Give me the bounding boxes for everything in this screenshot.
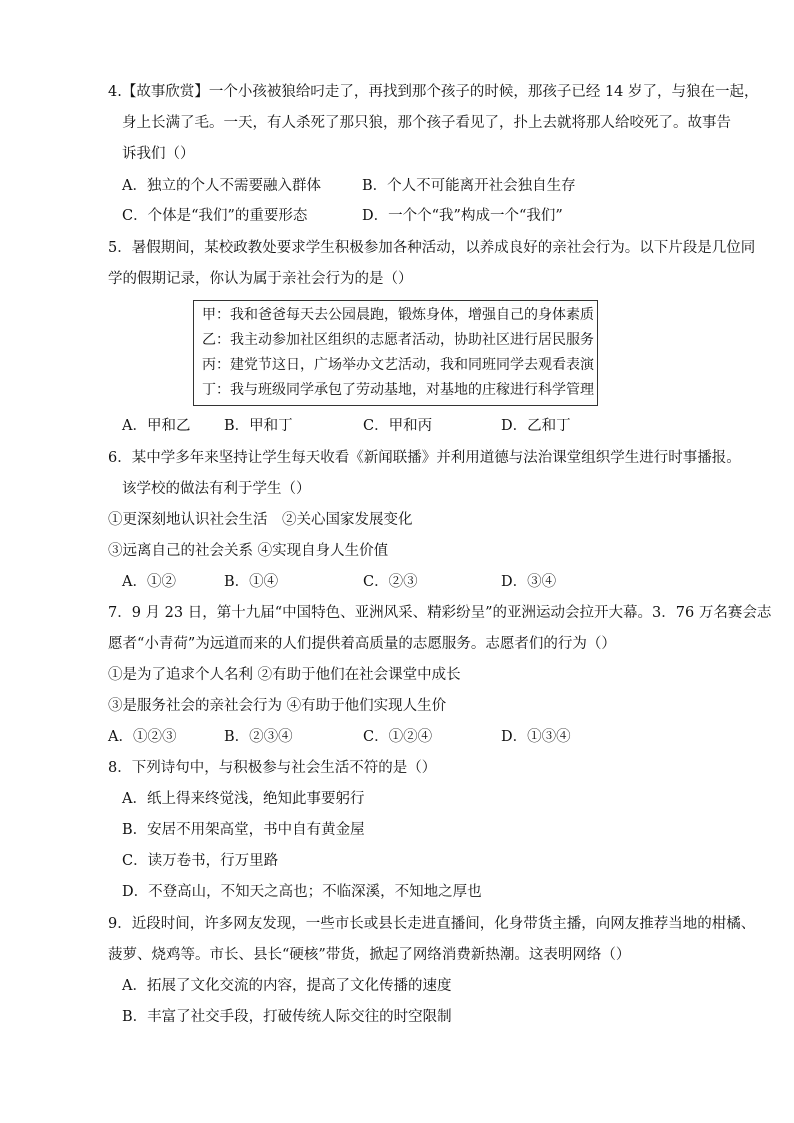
q5-record-yi: 乙：我主动参加社区组织的志愿者活动，协助社区进行居民服务 xyxy=(202,332,594,348)
q4-stem-line2: 身上长满了毛。一天，有人杀死了那只狼，那个孩子看见了，扑上去就将那人给咬死了。故事告 xyxy=(122,115,731,131)
q6-statements-line2: ③远离自己的社会关系 ④实现自身人生价值 xyxy=(108,543,389,559)
q6-option-d[interactable]: D．③④ xyxy=(501,574,557,590)
q4-option-c[interactable]: C．个体是“我们”的重要形态 xyxy=(122,208,308,224)
q4-stem-line1: 4.【故事欣赏】一个小孩被狼给叼走了，再找到那个孩子的时候，那孩子已经 14 岁了，与狼在一起， xyxy=(108,84,759,100)
q6-option-b[interactable]: B．①④ xyxy=(224,574,279,590)
q6-option-c[interactable]: C．②③ xyxy=(363,574,418,590)
q4-option-a[interactable]: A．独立的个人不需要融入群体 xyxy=(122,178,321,194)
q4-stem-line3: 诉我们（） xyxy=(122,146,195,162)
q7-option-a[interactable]: A．①②③ xyxy=(108,729,177,745)
q7-stem-line2: 愿者“小青荷”为远道而来的人们提供着高质量的志愿服务。志愿者们的行为（） xyxy=(108,636,616,652)
q5-option-a[interactable]: A．甲和乙 xyxy=(122,418,191,434)
q5-stem-line1: 5．暑假期间，某校政教处要求学生积极参加各种活动，以养成良好的亲社会行为。以下片段是几位同 xyxy=(108,240,756,256)
q6-stem-line2: 该学校的做法有利于学生（） xyxy=(122,481,311,497)
q8-stem: 8．下列诗句中，与积极参与社会生活不符的是（） xyxy=(108,760,437,776)
q5-option-b[interactable]: B．甲和丁 xyxy=(224,418,293,434)
q8-option-b[interactable]: B．安居不用架高堂，书中自有黄金屋 xyxy=(122,822,365,838)
q7-option-d[interactable]: D．①③④ xyxy=(501,729,571,745)
q7-option-c[interactable]: C．①②④ xyxy=(363,729,433,745)
q7-option-b[interactable]: B．②③④ xyxy=(224,729,293,745)
q4-option-d[interactable]: D．一个个“我”构成一个“我们” xyxy=(362,208,563,224)
q7-stem-line1: 7．9 月 23 日，第十九届“中国特色、亚洲风采、精彩纷呈”的亚洲运动会拉开大幕。3．76 万名赛会志 xyxy=(108,605,772,621)
q8-option-c[interactable]: C．读万卷书，行万里路 xyxy=(122,853,279,869)
q9-option-b[interactable]: B．丰富了社交手段，打破传统人际交往的时空限制 xyxy=(122,1009,452,1025)
q5-option-c[interactable]: C．甲和丙 xyxy=(363,418,433,434)
q6-stem-line1: 6．某中学多年来坚持让学生每天收看《新闻联播》并利用道德与法治课堂组织学生进行时事播报。 xyxy=(108,450,741,466)
q5-stem-line2: 学的假期记录，你认为属于亲社会行为的是（） xyxy=(108,271,413,287)
q5-option-d[interactable]: D．乙和丁 xyxy=(501,418,571,434)
q4-option-b[interactable]: B．个人不可能离开社会独自生存 xyxy=(362,178,576,194)
q9-stem-line2: 菠萝、烧鸡等。市长、县长“硬核”带货，掀起了网络消费新热潮。这表明网络（） xyxy=(108,947,631,963)
q9-option-a[interactable]: A．拓展了文化交流的内容，提高了文化传播的速度 xyxy=(122,978,452,994)
q7-statements-line1: ①是为了追求个人名利 ②有助于他们在社会课堂中成长 xyxy=(108,667,461,683)
q5-record-bing: 丙：建党节这日，广场举办文艺活动，我和同班同学去观看表演 xyxy=(202,357,594,373)
q5-record-jia: 甲：我和爸爸每天去公园晨跑，锻炼身体，增强自己的身体素质 xyxy=(202,307,594,323)
q9-stem-line1: 9．近段时间，许多网友发现，一些市长或县长走进直播间，化身带货主播，向网友推荐当地的柑橘、 xyxy=(108,916,756,932)
q8-option-d[interactable]: D．不登高山，不知天之高也；不临深溪，不知地之厚也 xyxy=(122,884,482,900)
q6-option-a[interactable]: A．①② xyxy=(122,574,176,590)
q7-statements-line2: ③是服务社会的亲社会行为 ④有助于他们实现人生价 xyxy=(108,698,447,714)
q8-option-a[interactable]: A．纸上得来终觉浅，绝知此事要躬行 xyxy=(122,791,365,807)
q6-statements-line1: ①更深刻地认识社会生活 ②关心国家发展变化 xyxy=(108,512,413,528)
q5-record-box xyxy=(193,300,598,406)
q5-record-ding: 丁：我与班级同学承包了劳动基地，对基地的庄稼进行科学管理 xyxy=(202,382,594,398)
